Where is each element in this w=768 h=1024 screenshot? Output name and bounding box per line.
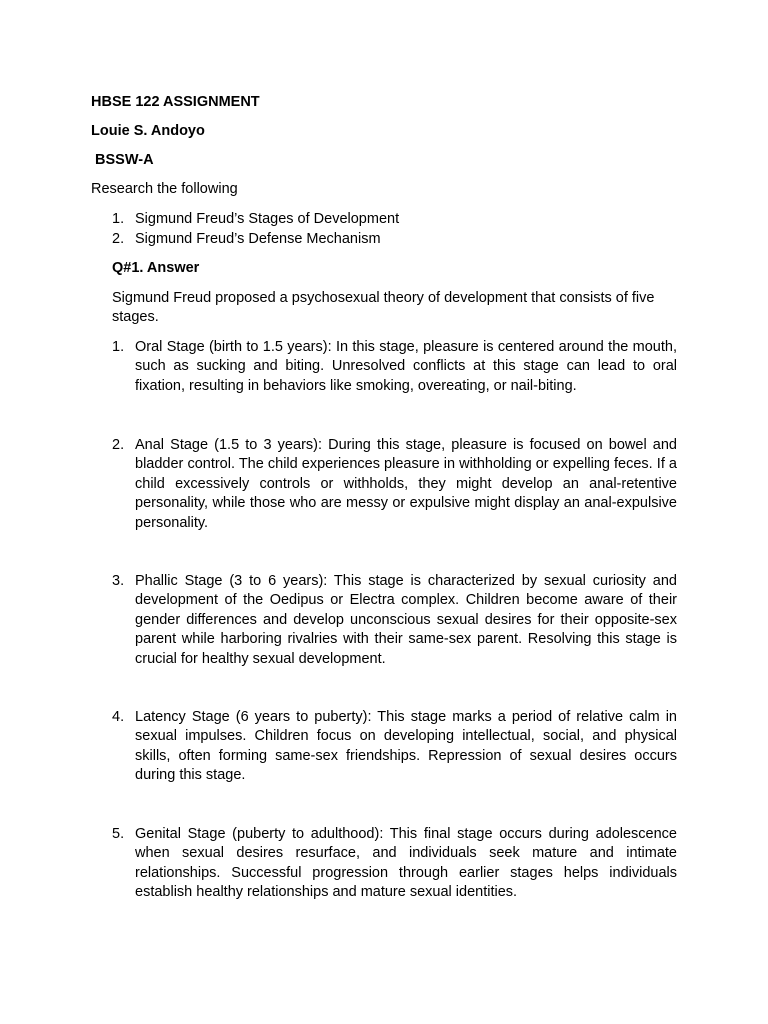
list-item-number: 1. — [112, 211, 125, 227]
stage-paragraph: Oral Stage (birth to 1.5 years): In this stage, pleasure is centered around the mouth, such as sucking and biting. Unresolved conflicts at this stage can lead to oral fixation, resulting in behaviors like smoking, overeating, or nail-biting. — [135, 339, 677, 394]
stage-number: 5. — [112, 826, 125, 842]
section-name: BSSW-A — [91, 152, 154, 168]
stage-paragraph: Latency Stage (6 years to puberty): This stage marks a period of relative calm in sexual impulses. Children focus on developing intellectual, social, and physical skills, often forming same-sex friendships. Repression of sexual desires occurs during this stage. — [135, 709, 677, 784]
assignment-title: HBSE 122 ASSIGNMENT — [91, 94, 260, 110]
list-item: Sigmund Freud’s Stages of Development — [135, 211, 400, 227]
list-item: Sigmund Freud’s Defense Mechanism — [135, 231, 381, 247]
answer-heading: Q#1. Answer — [112, 260, 200, 276]
answer-intro: Sigmund Freud proposed a psychosexual theory of development that consists of five stages. — [112, 290, 655, 326]
stage-number: 4. — [112, 709, 125, 725]
author-name: Louie S. Andoyo — [91, 123, 205, 139]
list-item-number: 2. — [112, 231, 125, 247]
stage-number: 3. — [112, 573, 125, 589]
stage-paragraph: Phallic Stage (3 to 6 years): This stage is characterized by sexual curiosity and development of the Oedipus or Electra complex. Children become aware of their gender differences and develop unconscious sexual desires for their opposite-sex parent while harboring rivalries with their same-sex parent. Resolving this stage is crucial for healthy sexual development. — [135, 573, 677, 667]
stage-number: 1. — [112, 339, 125, 355]
stage-paragraph: Genital Stage (puberty to adulthood): This final stage occurs during adolescence when sexual desires resurface, and individuals seek mature and intimate relationships. Successful progression through earlier stages helps individuals establish healthy relationships and mature sexual identities. — [135, 826, 677, 901]
instructions-intro: Research the following — [91, 181, 238, 197]
stage-number: 2. — [112, 437, 125, 453]
stage-paragraph: Anal Stage (1.5 to 3 years): During this stage, pleasure is focused on bowel and bladder control. The child experiences pleasure in withholding or expelling feces. If a child excessively controls or withholds, they might develop an anal-retentive personality, while those who are messy or expulsive might display an anal-expulsive personality. — [135, 437, 677, 531]
